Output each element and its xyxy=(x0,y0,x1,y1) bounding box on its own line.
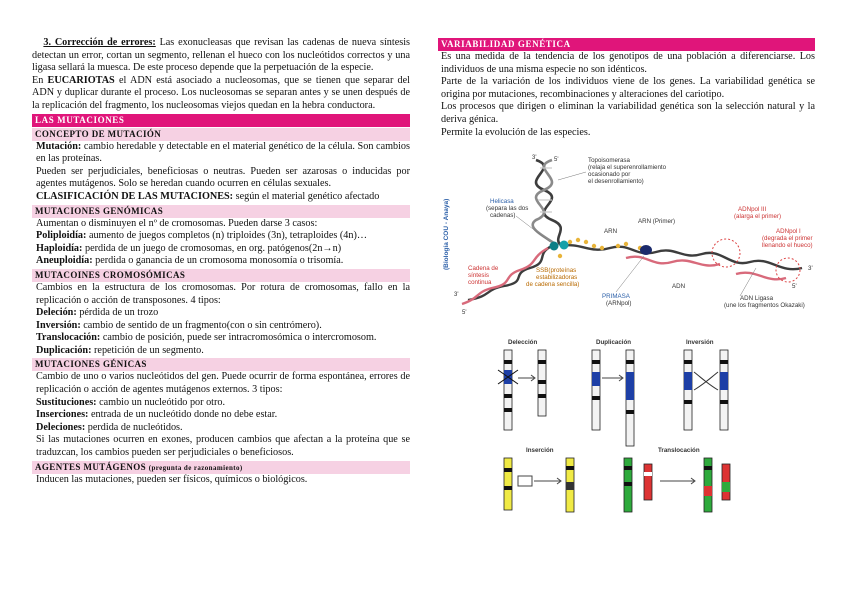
left-column xyxy=(32,37,410,486)
topo-desc: el desenrollamiento) xyxy=(588,178,644,185)
adnpol3-label: ADNpol III xyxy=(738,206,767,213)
mutation-effects: Pueden ser perjudiciales, beneficiosas o neutras. Pueden ser azarosas o inducidas por agentes mutágenos. Solo se heredan cuando ocurren en células sexuales. xyxy=(36,165,410,190)
correction-text: Las exonucleasas que revisan las cadenas de nueva síntesis detectan un error, cortan un segmento, rellenan el hueco con los nucleótidos correctos y una ligasa sellará la muesca. De este proceso depende que la perpetuación de la especie. xyxy=(32,37,411,74)
primasa-protein xyxy=(640,245,652,255)
agents-header xyxy=(32,461,410,474)
genomic-item-term: Haploidía: xyxy=(36,242,83,254)
genic-item-text: cambio un nucleótido por otro. xyxy=(99,396,226,408)
genic-outro: Si las mutaciones ocurren en exones, producen cambios que afectan a la proteína que se traduzcan, los cambios pueden ser perjudiciales o beneficiosos. xyxy=(36,434,410,459)
genic-item xyxy=(36,409,410,422)
eukaryotes-bold: EUCARIOTAS xyxy=(47,74,115,86)
agents-note: (pregunta de razonamiento) xyxy=(148,463,243,472)
chromosomal-header: MUTACOINES CROMOSÓMICAS xyxy=(32,269,410,282)
chromosomal-item xyxy=(36,307,410,320)
variability-header: VARIABILIDAD GENÉTICA xyxy=(438,38,815,51)
genomic-item-text: perdida o ganancia de un cromosoma monosomía o trisomía. xyxy=(95,255,344,267)
genomic-item xyxy=(36,243,410,256)
chromosomal-item-text: cambio de sentido de un fragmento(con o sin centrómero). xyxy=(83,319,322,331)
genic-item-term: Inserciones: xyxy=(36,409,89,421)
adnpol1-label: ADNpol I xyxy=(776,228,801,235)
end-5-left: 5' xyxy=(462,310,467,316)
genomic-intro: Aumentan o disminuyen el nº de cromosomas. Pueden darse 3 casos: xyxy=(36,217,318,229)
genic-item-term: Deleciones: xyxy=(36,421,86,433)
classification-text: según el material genético afectado xyxy=(235,190,380,202)
figure-source-label: (Biología COU - Anaya) xyxy=(443,198,450,270)
adnpol1-desc: llenando el hueco) xyxy=(762,242,813,249)
end-3-top: 3' xyxy=(532,155,537,161)
arn-primer-label: ARN (Primer) xyxy=(638,218,676,225)
translocation-title: Translocación xyxy=(658,447,700,454)
chromosomal-item-term: Translocación: xyxy=(36,332,101,344)
parental-helix xyxy=(533,160,562,246)
topo-label: Topoisomerasa xyxy=(588,157,630,164)
continuous-label: continua xyxy=(468,279,492,286)
end-5-right: 5' xyxy=(792,283,797,290)
dna-replication-diagram xyxy=(440,150,818,320)
chromosomal-item-term: Deleción: xyxy=(36,307,77,319)
variability-paragraph: Permite la evolución de las especies. xyxy=(441,126,591,138)
helicase-desc: (separa las dos xyxy=(486,205,529,212)
deletion-title: Delección xyxy=(508,339,538,346)
duplication-chromosomes xyxy=(592,350,634,446)
mutation-definition xyxy=(36,141,410,166)
continuous-label: Cadena de xyxy=(468,265,499,272)
inversion-title: Inversión xyxy=(686,339,714,346)
classification-line xyxy=(36,191,410,204)
ssb-desc: de cadena sencilla) xyxy=(526,281,580,288)
genomic-item-text: aumento de juegos completos (n) triploides (3n), tetraploides (4n)… xyxy=(88,230,368,242)
genic-item xyxy=(36,397,410,410)
genomic-item-term: Poliploidía: xyxy=(36,230,87,242)
primasa-desc: (ARNpol) xyxy=(606,300,632,307)
deletion-chromosomes xyxy=(498,350,546,430)
chromosomal-item xyxy=(36,320,410,333)
end-5-top: 5' xyxy=(554,157,559,163)
adnpol3-desc: (alarga el primer) xyxy=(734,213,782,220)
variability-paragraph: Es una medida de la tendencia de los genotipos de una población a diferenciarse. Los individuos de una misma especie no son idénticos. xyxy=(441,51,815,75)
concept-header: CONCEPTO DE MUTACIÓN xyxy=(32,128,410,141)
variability-paragraph: Los procesos que dirigen o eliminan la variabilidad genética son la selección natural y la deriva génica. xyxy=(441,101,815,125)
chromosomal-intro: Cambios en la estructura de los cromosomas. Por rotura de cromosomas, fallo en la replicación o acción de transposones. 4 tipos: xyxy=(36,281,410,306)
genic-header: MUTACIONES GÉNICAS xyxy=(32,358,410,371)
genic-item-text: perdida de nucleótidos. xyxy=(87,421,183,433)
arn-label: ARN xyxy=(604,228,618,235)
ligasa-desc: (une los fragmentos Okazaki) xyxy=(724,302,805,309)
chromosomal-item xyxy=(36,332,410,345)
ssb-label: SSB(proteínas xyxy=(536,267,577,274)
chromosomal-item-term: Duplicación: xyxy=(36,344,92,356)
right-column xyxy=(438,37,815,139)
inversion-chromosomes xyxy=(684,350,728,430)
eukaryotes-prefix: En xyxy=(32,74,44,86)
chromosomal-item-text: pérdida de un trozo xyxy=(79,307,159,319)
genomic-item xyxy=(36,230,410,243)
translocation-chromosomes xyxy=(624,458,730,512)
chromosomal-item-term: Inversión: xyxy=(36,319,81,331)
continuous-label: síntesis xyxy=(468,272,489,279)
lagging-strand xyxy=(562,245,802,279)
correction-paragraph xyxy=(32,37,410,75)
figure-labels xyxy=(468,157,813,309)
chromosome-mutations-diagram xyxy=(490,336,760,514)
variability-paragraph: Parte de la variación de los individuos viene de los genes. La variabilidad genética se origina por mutaciones, recombinaciones y alteraciones del cariotipo. xyxy=(441,76,815,100)
genic-item xyxy=(36,422,410,435)
ligasa-label: ADN Ligasa xyxy=(740,295,774,302)
adnpol1-desc: (degrada el primer xyxy=(762,235,813,242)
genomic-item-text: perdida de un juego de cromosomas, en org. patógenos(2n→n) xyxy=(84,242,342,254)
mutations-header: LAS MUTACIONES xyxy=(32,114,410,127)
genic-item-term: Sustituciones: xyxy=(36,396,97,408)
chromosomal-item xyxy=(36,345,410,358)
duplication-title: Duplicación xyxy=(596,339,632,346)
mutation-term: Mutación: xyxy=(36,140,82,152)
chromosomal-item-text: repetición de un segmento. xyxy=(94,344,204,356)
genic-intro: Cambio de uno o varios nucleótidos del gen. Puede ocurrir de forma espontánea, errores de replicación o acción de agentes mutágenos externos. 3 tipos: xyxy=(36,371,410,396)
genomic-item xyxy=(36,255,410,268)
helicase-desc: cadenas) xyxy=(490,212,516,219)
correction-title: 3. Corrección de errores: xyxy=(43,37,156,48)
chromosomal-item-text: cambio de posición, puede ser intracromosómica o intercromosom. xyxy=(102,332,377,344)
mutation-text: cambio heredable y detectable en el material genético de la célula. Son cambios en las proteínas. xyxy=(36,140,410,165)
helicase-label: Helicasa xyxy=(490,198,514,205)
genomic-item-term: Aneuploidía: xyxy=(36,255,93,267)
eukaryotes-text: el ADN está asociado a nucleosomas, que se tienen que separar del ADN y duplicar durante el proceso. Los nucleosomas se separan antes y se unen después de la replicación del fragmento, los nucleosomas viejos quedan en la hebra conductora. xyxy=(32,74,411,111)
topo-desc: (relaja el superenrollamiento xyxy=(588,164,667,171)
agents-text: Inducen las mutaciones, pueden ser físicos, químicos o biológicos. xyxy=(36,473,308,485)
end-3-left: 3' xyxy=(454,292,459,298)
insertion-chromosomes xyxy=(504,458,574,512)
genomic-header: MUTACIONES GENÓMICAS xyxy=(32,205,410,218)
insertion-title: Inserción xyxy=(526,447,554,454)
agents-title: AGENTES MUTÁGENOS xyxy=(35,461,147,472)
ssb-desc: estabilizadoras xyxy=(536,274,578,281)
eukaryotes-paragraph xyxy=(32,75,410,113)
primasa-label: PRIMASA xyxy=(602,293,630,300)
genic-item-text: entrada de un nucleótido donde no debe estar. xyxy=(91,409,278,421)
topo-desc: ocasionado por xyxy=(588,171,631,178)
end-3-right: 3' xyxy=(808,265,813,272)
adn-label: ADN xyxy=(672,283,686,290)
classification-term: CLASIFICACIÓN DE LAS MUTACIONES: xyxy=(36,190,234,202)
